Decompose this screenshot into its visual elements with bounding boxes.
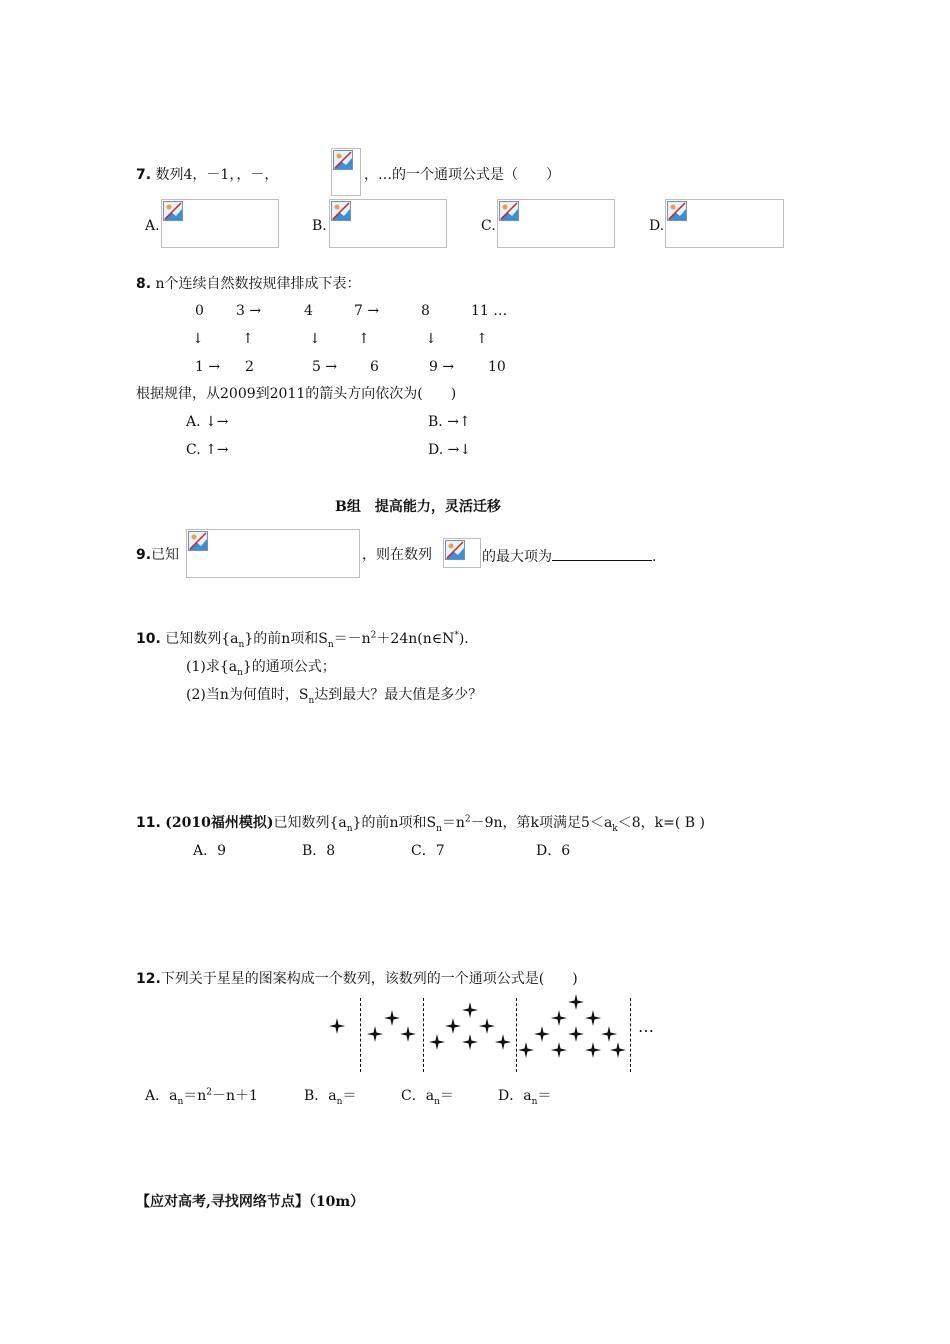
q7-text-a: 数列4，－1，，－， [155,167,279,183]
q10-text-mid: }的前n项和S [244,631,328,647]
broken-image-icon [333,150,353,170]
q8-question: 根据规律，从2009到2011的箭头方向依次为( ) [136,386,457,402]
q7-option-b-image [329,199,447,248]
q7-option-a-image [161,199,279,248]
q7-option-c-label: C. [481,218,496,234]
star-icon [534,1026,550,1042]
q12-sup-2: 2 [206,1087,213,1098]
q11-sup-2: 2 [464,814,471,825]
q11-text-pre: 已知数列{a [273,815,347,831]
q8-table-cell: 8 [421,303,430,319]
q10-sub-n: n [238,639,245,650]
star-icon [518,1042,534,1058]
q11-option-a: A．9 [193,843,227,859]
q12-option-a-end: －n＋1 [212,1088,258,1104]
q12-eq: ＝ [342,1088,357,1104]
q10-sup-2: 2 [370,630,377,641]
q12-stem [136,970,578,988]
broken-image-icon [188,531,208,551]
q7-formula-image [331,148,361,196]
q11-text-end: ＜8，k=( B ) [617,815,705,831]
q10-text-close: ). [458,631,469,647]
q8-table-cell: 11 … [471,303,508,319]
q12-sub-n: n [434,1096,440,1107]
q10-part1-pre: (1)求{a [186,659,238,675]
star-icon [551,1010,567,1026]
q11-number: 11. [136,815,161,831]
q9-text-b: ，则在数列 [362,547,432,563]
q11-text-mid3: －9n，第k项满足5＜a [470,815,613,831]
q8-table-arrow: ↑ [358,331,370,347]
q12-option-c [401,1087,454,1105]
q8-option-d: D. →↓ [428,442,472,458]
group-divider [360,998,361,1072]
q7-option-b-label: B. [312,218,327,234]
q11-sub-k: k [612,823,618,834]
q10-part2-post: 达到最大？最大值是多少？ [314,687,483,703]
q8-table-arrow: ↑ [476,331,488,347]
group-divider [516,998,517,1072]
q8-table-arrow: ↓ [192,331,204,347]
q12-sub-n: n [177,1096,184,1107]
q8-option-c: C. ↑→ [186,442,229,458]
star-icon [610,1042,626,1058]
q7-text-b: ，…的一个通项公式是（ ） [364,167,560,183]
q12-option-d [498,1087,551,1105]
q8-table-cell: 3 → [236,303,262,319]
q10-sub-n: n [308,695,315,706]
q12-option-b [304,1087,356,1105]
q8-stem [136,275,361,293]
q11-option-b: B．8 [302,843,336,859]
star-icon [479,1018,495,1034]
q8-option-b: B. →↑ [428,414,471,430]
star-icon [462,1002,478,1018]
q12-eq: ＝ [439,1088,454,1104]
q8-text: n个连续自然数按规律排成下表： [155,276,361,292]
q11-option-c: C．7 [411,843,445,859]
star-icon [462,1034,478,1050]
q12-option-b-label: B．a [304,1088,337,1104]
q12-option-d-label: D．a [498,1088,532,1104]
broken-image-icon [331,201,351,221]
star-icon [568,1026,584,1042]
star-icon [495,1034,511,1050]
q8-table-cell: 1 → [195,359,221,375]
q7-stem [136,166,278,184]
q9-number: 9. [136,547,152,563]
q8-table-arrow: ↑ [242,331,254,347]
star-icon [601,1026,617,1042]
section-heading: B组 提高能力，灵活迁移 [335,499,501,515]
star-icon [429,1034,445,1050]
q10-part2 [186,686,482,704]
star-icon [568,994,584,1010]
q8-table-cell: 4 [304,303,313,319]
q8-table-arrow: ↓ [425,331,437,347]
q11-text-mid2: ＝n [441,815,465,831]
q9-answer-blank[interactable] [552,546,652,561]
q10-part1 [186,658,336,676]
q10-text-pre: 已知数列{a [165,631,239,647]
q10-number: 10. [136,631,161,647]
q9-sequence-image [443,538,481,568]
q11-text-mid: }的前n项和S [352,815,437,831]
q8-table-cell: 0 [195,303,204,319]
q12-text: 下列关于星星的图案构成一个数列，该数列的一个通项公式是( ) [160,971,578,987]
q10-stem [136,630,469,648]
q10-text-mid2: ＝－n [333,631,371,647]
q12-option-a-pre: A．a [145,1088,178,1104]
q11-source: (2010福州模拟) [165,815,274,831]
q10-part2-pre: (2)当n为何值时，S [186,687,309,703]
broken-image-icon [445,540,465,560]
q8-table-cell: 6 [370,359,379,375]
broken-image-icon [163,201,183,221]
q10-text-end: ＋24n(n∈N [376,631,455,647]
star-icon [384,1010,400,1026]
star-icon [551,1042,567,1058]
q8-number: 8. [136,276,152,292]
pattern-ellipsis: … [638,1017,654,1036]
star-icon [329,1018,345,1034]
group-divider [630,998,631,1072]
q8-table-cell: 7 → [354,303,380,319]
star-icon [445,1018,461,1034]
q11-option-d: D．6 [536,843,571,859]
star-icon [585,1010,601,1026]
q12-option-a-post: ＝n [183,1088,207,1104]
q10-part1-post: }的通项公式； [242,659,336,675]
q8-table-cell: 9 → [429,359,455,375]
q10-sub-n: n [237,667,243,678]
q8-table-arrow: ↓ [309,331,321,347]
q9-text-d: . [652,549,657,565]
q9-formula-image [186,529,360,578]
group-divider [423,998,424,1072]
q8-table-cell: 2 [245,359,254,375]
q10-sup-star: * [454,630,459,641]
broken-image-icon [499,201,519,221]
q12-number: 12. [136,971,161,987]
q8-table-cell: 5 → [312,359,338,375]
q9-text-a: 已知 [151,547,180,563]
star-icon [400,1026,416,1042]
q7-number: 7. [136,167,152,183]
q12-sub-n: n [531,1096,538,1107]
q10-sub-n: n [327,639,334,650]
q8-option-a: A. ↓→ [186,414,229,430]
q11-sub-n: n [346,823,353,834]
q11-sub-n: n [436,823,442,834]
star-icon [585,1042,601,1058]
q12-sub-n: n [336,1096,343,1107]
star-icon [367,1026,383,1042]
broken-image-icon [667,201,687,221]
footer-heading: 【应对高考,寻找网络节点】（10m） [136,1194,365,1210]
q7-option-d-label: D. [649,218,665,234]
q7-option-a-label: A. [145,218,160,234]
q11-stem [136,814,705,832]
q12-option-a [145,1087,258,1105]
q9-text-c [482,546,656,566]
q12-option-c-label: C．a [401,1088,435,1104]
q9-text-c-label: 的最大项为 [482,549,552,565]
q7-option-d-image [665,199,784,248]
q9-stem [136,546,179,564]
q7-option-c-image [497,199,615,248]
q12-eq: ＝ [537,1088,552,1104]
q8-table-cell: 10 [488,359,506,375]
